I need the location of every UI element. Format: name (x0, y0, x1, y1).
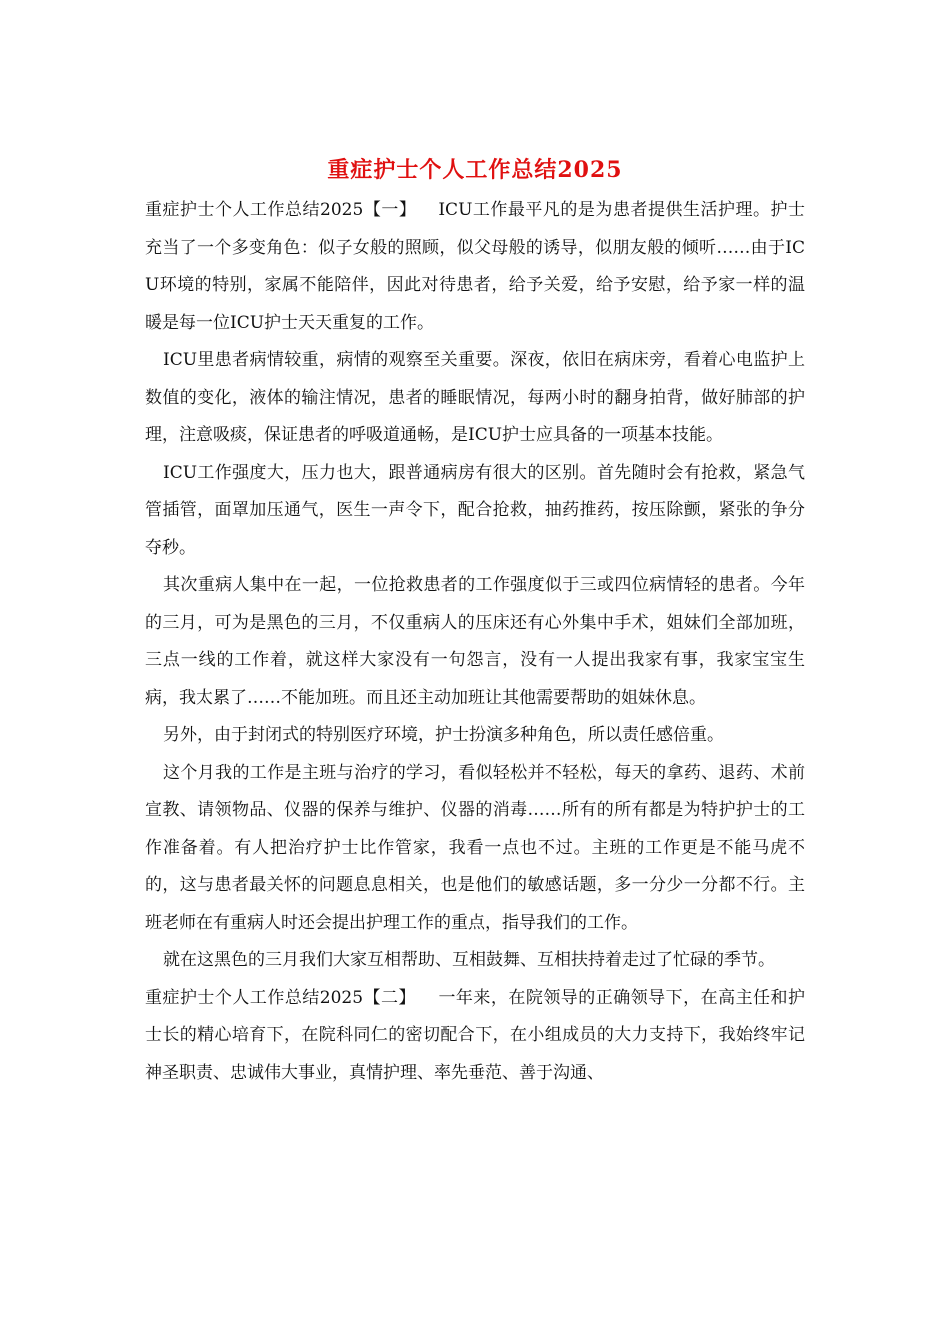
section-1-heading: 重症护士个人工作总结2025【一】 (145, 200, 417, 220)
section-1-first-paragraph (145, 192, 805, 342)
section-1-paragraph-3: ICU工作强度大，压力也大，跟普通病房有很大的区别。首先随时会有抢救，紧急气管插管，面罩加压通气，医生一声令下，配合抢救，抽药推药，按压除颤，紧张的争分夺秒。 (145, 462, 805, 558)
section-1-paragraph-6: 这个月我的工作是主班与治疗的学习，看似轻松并不轻松，每天的拿药、退药、术前宣教、请领物品、仪器的保养与维护、仪器的消毒……所有的所有都是为特护护士的工作准备着。有人把治疗护士比作管家，我看一点也不过。主班的工作更是不能马虎不的，这与患者最关怀的问题息息相关，也是他们的敏感话题，多一分少一分都不行。主班老师在有重病人时还会提出护理工作的重点，指导我们的工作。 (145, 762, 805, 933)
section-1-paragraph-5: 另外，由于封闭式的特别医疗环境，护士扮演多种角色，所以责任感倍重。 (163, 725, 724, 745)
section-1-paragraph-2: ICU里患者病情较重，病情的观察至关重要。深夜，依旧在病床旁，看着心电监护上数值的变化，液体的输注情况，患者的睡眠情况，每两小时的翻身拍背，做好肺部的护理，注意吸痰，保证患者的呼吸道通畅，是ICU护士应具备的一项基本技能。 (145, 350, 805, 445)
section-2-heading: 重症护士个人工作总结2025【二】 (145, 987, 416, 1008)
document-page (145, 150, 805, 1092)
section-1-paragraph-4: 其次重病人集中在一起，一位抢救患者的工作强度似于三或四位病情轻的患者。今年的三月，可为是黑色的三月，不仅重病人的压床还有心外集中手术，姐妹们全部加班，三点一线的工作着，就这样大家没有一句怨言，没有一人提出我家有事，我家宝宝生病，我太累了……不能加班。而且还主动加班让其他需要帮助的姐妹休息。 (145, 575, 805, 708)
section-1-paragraph-7: 就在这黑色的三月我们大家互相帮助、互相鼓舞、互相扶持着走过了忙碌的季节。 (163, 950, 775, 970)
section-2-first-paragraph (145, 980, 805, 1093)
section-1-paragraph-1: ICU工作最平凡的是为患者提供生活护理。护士充当了一个多变角色：似子女般的照顾，似父母般的诱导，似朋友般的倾听……由于ICU环境的特别，家属不能陪伴，因此对待患者，给予关爱，给予安慰，给予家一样的温暖是每一位ICU护士天天重复的工作。 (145, 200, 805, 333)
section-2-paragraph-1: 一年来，在院领导的正确领导下，在高主任和护士长的精心培育下，在院科同仁的密切配合下，在小组成员的大力支持下，我始终牢记神圣职责、忠诚伟大事业，真情护理、率先垂范、善于沟通、 (145, 987, 806, 1083)
document-title: 重症护士个人工作总结2025 (327, 157, 623, 183)
